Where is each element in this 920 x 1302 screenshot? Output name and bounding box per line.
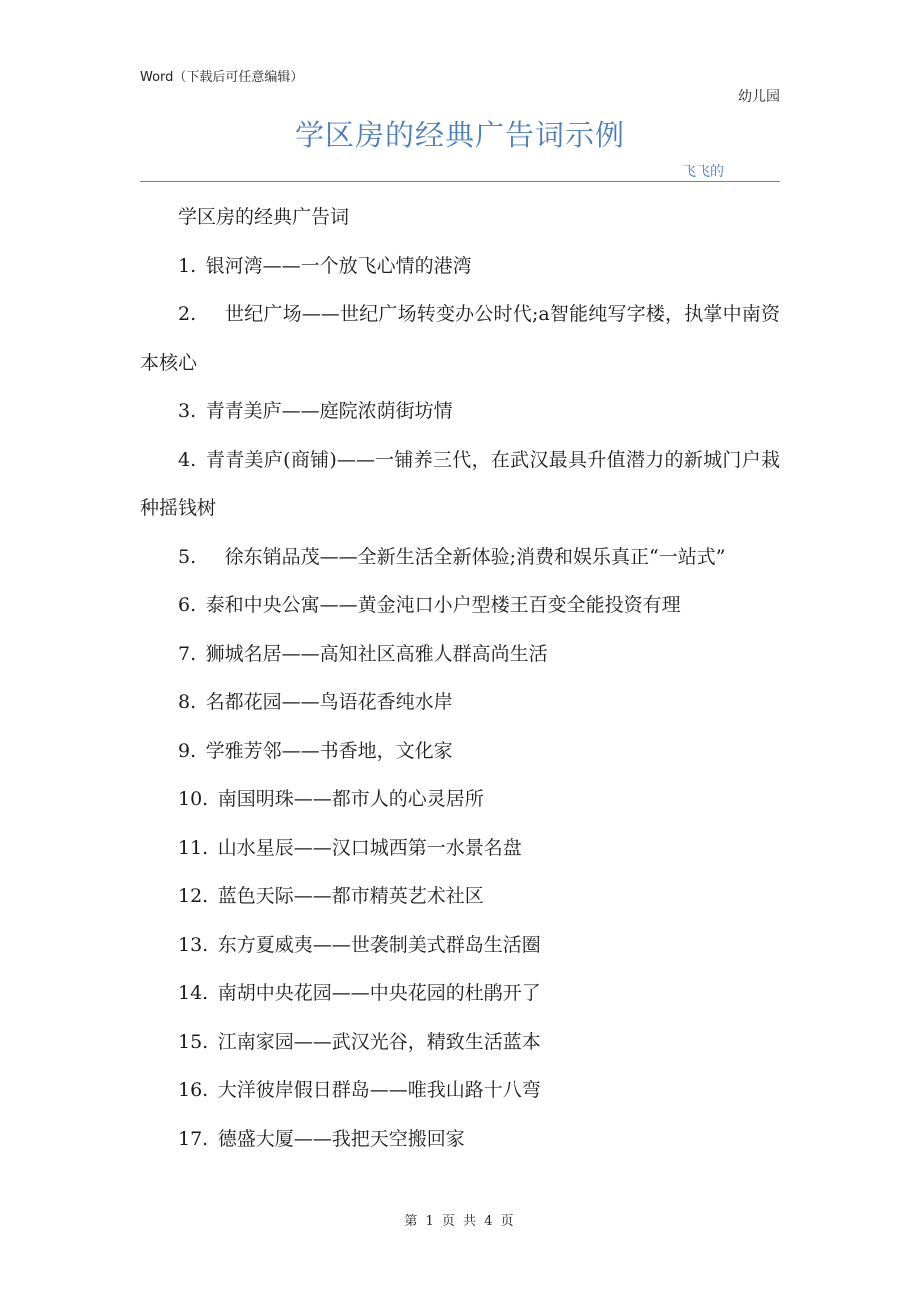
list-item-text: 东方夏威夷——世袭制美式群岛生活圈 xyxy=(217,933,541,956)
list-item-text: 学雅芳邻——书香地，文化家 xyxy=(205,739,453,762)
list-item xyxy=(140,436,780,533)
list-item-number: 15. xyxy=(178,1030,209,1053)
list-item-number: 2. xyxy=(178,303,197,325)
list-item xyxy=(140,630,780,679)
list-item-number: 14. xyxy=(178,982,209,1004)
list-item xyxy=(140,242,780,291)
list-item-text: 德盛大厦——我把天空搬回家 xyxy=(217,1127,465,1150)
title-divider xyxy=(140,181,780,182)
section-heading: 学区房的经典广告词 xyxy=(178,206,350,228)
list-item-text: 青青美庐——庭院浓荫街坊情 xyxy=(205,400,453,422)
list-item xyxy=(140,678,780,727)
list-item xyxy=(140,290,780,387)
list-item-text: 蓝色天际——都市精英艺术社区 xyxy=(217,885,484,907)
list-item-number: 17. xyxy=(178,1127,209,1150)
list-item-number: 9. xyxy=(178,739,197,762)
header-left-text: Word（下载后可任意编辑） xyxy=(140,70,304,85)
list-item xyxy=(140,1115,780,1164)
list-item xyxy=(140,533,780,582)
list-item-text: 徐东销品茂——全新生活全新体验;消费和娱乐真正“一站式” xyxy=(205,545,726,568)
list-item xyxy=(140,1018,780,1067)
list-item-number: 12. xyxy=(178,885,209,907)
document-body xyxy=(140,193,780,1163)
list-item-text: 青青美庐(商铺)——一铺养三代，在武汉最具升值潜力的新城门户栽种摇钱树 xyxy=(140,448,780,519)
list-item xyxy=(140,872,780,921)
list-item-text: 世纪广场——世纪广场转变办公时代;a智能纯写字楼，执掌中南资本核心 xyxy=(140,303,780,374)
list-item-number: 1. xyxy=(178,254,197,277)
list-item-text: 名都花园——鸟语花香纯水岸 xyxy=(205,691,453,713)
list-item xyxy=(140,727,780,776)
list-item-number: 11. xyxy=(178,836,209,859)
list-item-text: 南胡中央花园——中央花园的杜鹃开了 xyxy=(217,982,541,1004)
list-item-text: 南国明珠——都市人的心灵居所 xyxy=(217,788,484,810)
list-item-number: 5. xyxy=(178,545,197,568)
list-item-number: 10. xyxy=(178,788,209,810)
list-item-text: 江南家园——武汉光谷，精致生活蓝本 xyxy=(217,1030,541,1053)
list-item xyxy=(140,824,780,873)
list-item-number: 3. xyxy=(178,400,197,422)
list-item-number: 4. xyxy=(178,448,197,471)
list-item xyxy=(140,581,780,630)
list-item xyxy=(140,1066,780,1115)
list-item xyxy=(140,387,780,436)
list-item-text: 银河湾——一个放飞心情的港湾 xyxy=(205,254,472,277)
list-item xyxy=(140,969,780,1018)
ad-slogan-list xyxy=(140,242,780,1164)
list-item-text: 泰和中央公寓——黄金沌口小户型楼王百变全能投资有理 xyxy=(205,594,681,616)
list-item xyxy=(140,775,780,824)
list-item-number: 8. xyxy=(178,691,197,713)
list-item-text: 山水星辰——汉口城西第一水景名盘 xyxy=(217,836,522,859)
document-title: 学区房的经典广告词示例 xyxy=(294,118,625,152)
list-item-number: 16. xyxy=(178,1079,209,1101)
header-right-text: 幼儿园 xyxy=(738,89,780,105)
author-name: 飞飞的 xyxy=(682,164,724,180)
list-item-number: 6. xyxy=(178,594,197,616)
list-item-text: 狮城名居——高知社区高雅人群高尚生活 xyxy=(205,642,548,665)
page-number: 第 1 页 共 4 页 xyxy=(404,1214,516,1229)
list-item-text: 大洋彼岸假日群岛——唯我山路十八弯 xyxy=(217,1079,541,1101)
list-item-number: 7. xyxy=(178,642,197,665)
list-item-number: 13. xyxy=(178,933,209,956)
list-item xyxy=(140,921,780,970)
author-line xyxy=(660,161,780,181)
